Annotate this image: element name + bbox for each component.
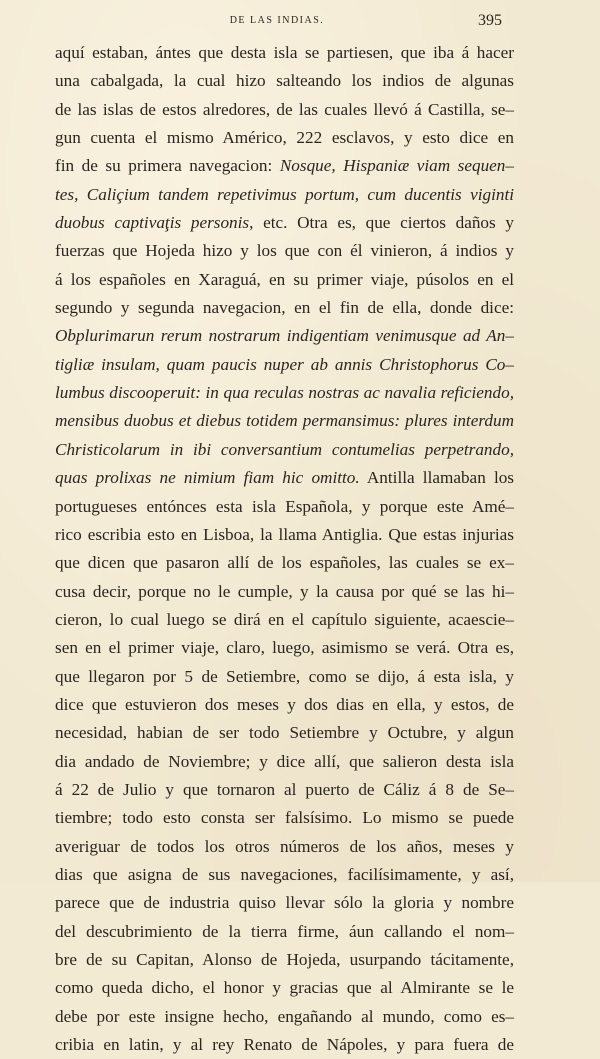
body-text-run: Antilla llamaban los	[359, 468, 514, 488]
text-line	[55, 464, 514, 492]
body-text-run: averiguar de todos los otros números de los años, meses y	[55, 836, 514, 856]
text-line	[55, 861, 514, 889]
running-head	[52, 12, 502, 28]
latin-quote-text: Obplurimarun rerum nostrarum indigentiam venimusque ad An–	[55, 326, 514, 346]
text-line	[55, 804, 514, 832]
text-line	[55, 833, 514, 861]
text-line	[55, 748, 514, 776]
body-text-run: bre de su Capitan, Alonso de Hojeda, usurpando tácitamente,	[55, 950, 514, 969]
running-title: DE LAS INDIAS.	[229, 15, 325, 26]
text-line	[55, 209, 514, 237]
body-text-run: , etc. Otra es, que ciertos daños y	[249, 213, 514, 233]
body-text-run: portugueses entónces esta isla Española, y porque este Amé–	[55, 496, 514, 516]
latin-quote-text: tes, Caliçium tandem repetivimus portum, cum ducentis viginti	[55, 184, 514, 204]
text-line	[55, 181, 514, 209]
body-text-run: dias que asigna de sus navegaciones, facilísimamente, y así,	[55, 864, 514, 884]
text-line	[55, 663, 514, 691]
body-text-run: como queda dicho, el honor y gracias que al Almirante se le	[55, 978, 514, 998]
text-line	[55, 152, 514, 180]
body-text-run: rico escribia esto en Lisboa, la llama Antiglia. Que estas injurias	[55, 524, 514, 544]
body-text-run: á 22 de Julio y que tornaron al puerto de Cáliz á 8 de Se–	[55, 779, 514, 799]
body-text-run: dice que estuvieron dos meses y dos dias en ella, y estos, de	[55, 694, 514, 714]
text-line	[55, 124, 514, 152]
body-text-run: fin de su primera navegacion:	[55, 156, 280, 176]
text-line	[55, 719, 514, 747]
text-line	[55, 351, 514, 379]
body-text-run: que llegaron por 5 de Setiembre, como se dijo, á esta isla, y	[55, 666, 514, 686]
body-text-run: cieron, lo cual luego se dirá en el capítulo siguiente, acaescie–	[55, 609, 514, 629]
body-text-run: segundo y segunda navegacion, en el fin de ella, donde dice:	[55, 298, 514, 318]
page-number: 395	[478, 12, 502, 29]
text-line	[55, 521, 514, 549]
text-line	[55, 322, 514, 350]
body-text-run: parece que de industria quiso llevar sólo la gloria y nombre	[55, 893, 514, 913]
latin-quote-text: tigliæ insulam, quam paucis nuper ab annis Christophorus Co–	[55, 354, 514, 374]
text-line	[55, 889, 514, 917]
text-line	[55, 294, 514, 322]
text-line	[55, 974, 514, 1002]
text-line	[55, 549, 514, 577]
latin-quote-text: duobus captivaţis personis	[55, 213, 250, 233]
text-line	[55, 67, 514, 95]
body-text-run: cribia en latin, y al rey Renato de Nápoles, y para fuera de	[55, 1035, 514, 1055]
text-line	[55, 379, 514, 407]
text-line	[55, 634, 514, 662]
body-text-run: dia andado de Noviembre; y dice allí, que salieron desta isla	[55, 751, 514, 771]
text-line	[55, 493, 514, 521]
text-line	[55, 946, 514, 974]
text-line	[55, 39, 514, 67]
text-line	[55, 776, 514, 804]
latin-quote-text: quas prolixas ne nimium fiam hic omitto.	[55, 468, 360, 488]
latin-quote-text: mensibus duobus et diebus totidem permansimus: plures interdum	[55, 411, 514, 431]
text-line	[55, 96, 514, 124]
body-text-run: cusa decir, porque no le cumple, y la causa por qué se las hi–	[55, 581, 514, 601]
body-text-run: fuerzas que Hojeda hizo y los que con él vinieron, á indios y	[55, 241, 514, 261]
text-line	[55, 578, 514, 606]
body-text-run: debe por este insigne hecho, engañando al mundo, como es–	[55, 1006, 514, 1026]
text-line	[55, 691, 514, 719]
text-line	[55, 407, 514, 435]
latin-quote-text: lumbus discooperuit: in qua reculas nostras ac navalia reficiendo,	[55, 383, 514, 403]
text-line	[55, 1003, 514, 1031]
body-text-run: gun cuenta el mismo Américo, 222 esclavos, y esto dice en	[55, 128, 514, 148]
body-text-run: tiembre; todo esto consta ser falsísimo. Lo mismo se puede	[55, 808, 514, 828]
latin-quote-text: Nosque, Hispaniæ viam sequen–	[279, 156, 514, 176]
body-text-run: que dicen que pasaron allí de los españoles, las cuales se ex–	[55, 553, 514, 573]
body-text-run: sen en el primer viaje, claro, luego, asimismo se verá. Otra es,	[55, 638, 514, 658]
text-line	[55, 1031, 514, 1059]
body-text-run: una cabalgada, la cual hizo salteando los indios de algunas	[55, 71, 514, 91]
text-line	[55, 918, 514, 946]
body-text-run: necesidad, habian de ser todo Setiembre y Octubre, y algun	[55, 723, 514, 743]
text-line	[55, 237, 514, 265]
text-line	[55, 266, 514, 294]
text-line	[55, 606, 514, 634]
body-text-run: de las islas de estos alredores, de las cuales llevó á Castilla, se–	[55, 99, 514, 119]
latin-quote-text: Christicolarum in ibi conversantium contumelias perpetrando,	[55, 439, 514, 459]
text-line	[55, 436, 514, 464]
body-text-run: aquí estaban, ántes que desta isla se partiesen, que iba á hacer	[55, 43, 514, 62]
body-text-run: á los españoles en Xaraguá, en su primer viaje, púsolos en el	[55, 269, 514, 289]
body-text	[55, 39, 514, 1059]
body-text-run: del descubrimiento de la tierra firme, áun callando el nom–	[55, 921, 514, 941]
